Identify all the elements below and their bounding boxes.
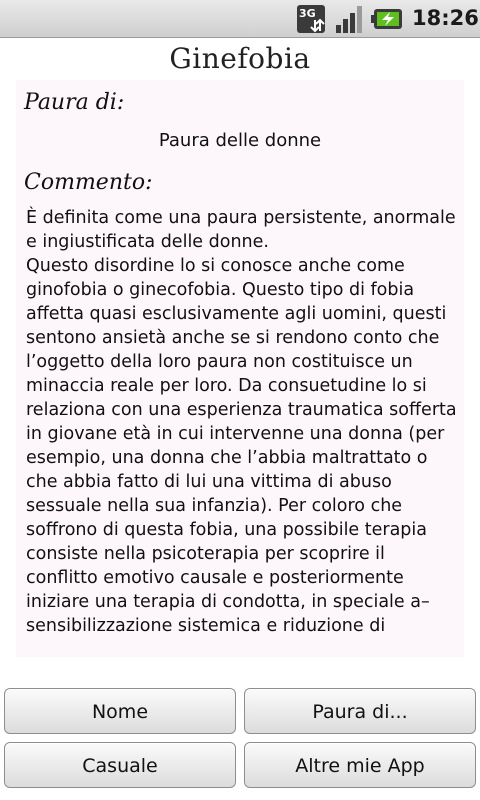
altre-mie-app-button[interactable]: Altre mie App [244,742,476,788]
status-bar [0,0,480,38]
nome-button[interactable]: Nome [4,688,236,734]
network-type-label: 3G [299,7,316,20]
fear-value: Paura delle donne [158,130,322,151]
paura-di-button[interactable]: Paura di... [244,688,476,734]
description-text: È definita come una paura persistente, anormale e ingiustificata delle donne. Questo disordine lo si conosce anche come ginofobia o ginecofobia. Questo tipo di fobia affetta quasi esclusivamente agli uomini, questi sentono ansietà anche se si rendono conto che l’oggetto della loro paura non costituisce un minaccia reale per loro. Da consuetudine lo si relaziona con una esperienza traumatica sofferta in giovane età in cui intervenne una donna (per esempio, una donna che l’abbia maltrattato o che abbia fatto di lui una vittima di abuso sessuale nella sua infanzia). Per coloro che soffrono di questa fobia, una possibile terapia consiste nella psicoterapia per scoprire il conflitto emotivo causale e posteriormente iniziare una terapia di condotta, in speciale a–sensibilizzazione sistemica e riduzione di [26,208,457,636]
content-panel[interactable] [16,80,464,657]
status-time: 18:26 [412,6,479,30]
page-title: Ginefobia [169,42,311,75]
casuale-button[interactable]: Casuale [4,742,236,788]
signal-strength-icon [334,4,366,34]
fear-heading: Paura di: [24,90,125,115]
3g-data-icon [296,4,326,34]
scroll-fade [16,639,464,657]
comment-heading: Commento: [24,170,153,195]
battery-charging-icon [371,4,405,34]
